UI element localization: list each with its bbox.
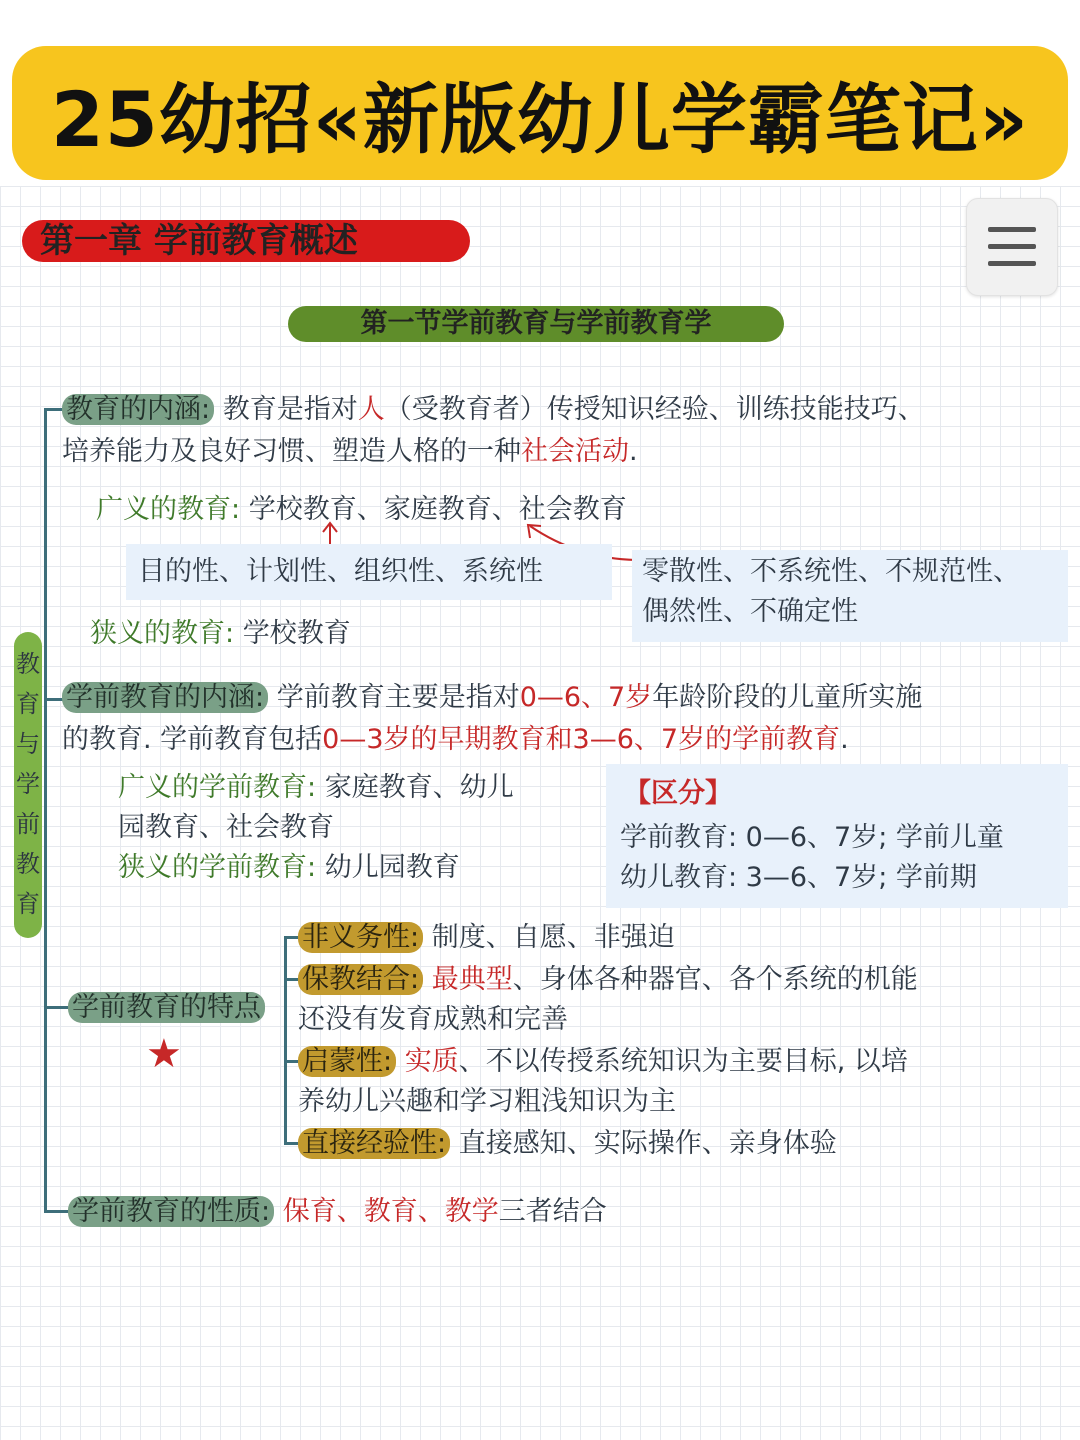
broad-preschool-line1 (118, 768, 514, 808)
preschool-meaning-line1 (62, 678, 922, 718)
feature-label: 非义务性: (298, 922, 423, 953)
menu-button[interactable] (966, 198, 1058, 296)
feature-item (298, 1042, 908, 1082)
title-banner (12, 46, 1068, 180)
preschool-meaning-label: 学前教育的内涵: (62, 682, 268, 713)
feature-item (298, 960, 918, 1000)
feature-highlight: 最典型 (431, 964, 513, 995)
text: 的教育. 学前教育包括 (62, 724, 323, 755)
text: . (840, 724, 849, 755)
broad-preschool-label: 广义的学前教育: (118, 772, 317, 803)
side-label-char: 教 (16, 650, 40, 678)
highlight-text: 0—3岁的早期教育和3—6、7岁的学前教育 (322, 724, 841, 755)
feature-text: 直接感知、实际操作、亲身体验 (458, 1128, 837, 1159)
narrow-preschool-value: 幼儿园教育 (324, 852, 460, 883)
feature-text: 、身体各种器官、各个系统的机能 (512, 964, 918, 995)
tree-trunk-line (44, 410, 47, 1212)
side-label-char: 育 (16, 890, 40, 918)
text: . (629, 436, 638, 467)
branch-line (284, 1060, 298, 1063)
education-meaning-line2 (62, 432, 638, 472)
broad-education-label: 广义的教育: (96, 494, 241, 525)
text: 学前教育主要是指对 (276, 682, 520, 713)
distinction-line1: 学前教育: 0—6、7岁; 学前儿童 (620, 822, 1004, 853)
side-label-char: 与 (16, 730, 40, 758)
broad-education-value: 学校教育、家庭教育、社会教育 (248, 494, 627, 525)
narrow-education-label: 狭义的教育: (90, 618, 235, 649)
highlight-text: 社会活动 (521, 436, 629, 467)
feature-label: 保教结合: (298, 964, 423, 995)
text: （受教育者）传授知识经验、训练技能技巧、 (384, 394, 925, 425)
narrow-education (90, 614, 351, 654)
nature-highlight: 保育、教育、教学 (282, 1196, 499, 1227)
text: 年龄阶段的儿童所实施 (652, 682, 923, 713)
features-label: 学前教育的特点 (68, 992, 265, 1023)
branch-line (284, 1142, 298, 1145)
feature-item-line2: 还没有发育成熟和完善 (298, 1004, 568, 1035)
side-label-char: 教 (16, 850, 40, 878)
feature-label: 直接经验性: (298, 1128, 450, 1159)
other-traits-line2: 偶然性、不确定性 (642, 596, 858, 627)
text: 教育是指对 (222, 394, 358, 425)
section-heading: 第一节学前教育与学前教育学 (288, 306, 784, 342)
other-traits-line1: 零散性、不系统性、不规范性、 (642, 556, 1020, 587)
education-meaning-line1 (62, 390, 925, 430)
branch-line (44, 1006, 68, 1009)
feature-item (298, 1124, 837, 1164)
feature-highlight: 实质 (404, 1046, 459, 1077)
side-label-char: 学 (16, 770, 40, 798)
feature-item-line2: 养幼儿兴趣和学习粗浅知识为主 (298, 1086, 676, 1117)
features-branch-line (284, 938, 287, 1144)
chapter-heading: 第一章 学前教育概述 (22, 220, 470, 262)
star-icon: ★ (146, 1031, 182, 1077)
narrow-education-value: 学校教育 (242, 618, 351, 649)
feature-text: 、不以传授系统知识为主要目标, 以培 (458, 1046, 908, 1077)
school-traits: 目的性、计划性、组织性、系统性 (138, 556, 543, 587)
page-title: 25幼招«新版幼儿学霸笔记» (51, 74, 1029, 164)
nature-label: 学前教育的性质: (68, 1196, 274, 1227)
highlight-text: 0—6、7岁 (519, 682, 653, 713)
broad-preschool-value: 家庭教育、幼儿 (324, 772, 514, 803)
branch-line (44, 408, 64, 411)
distinction-line2: 幼儿教育: 3—6、7岁; 学前期 (620, 862, 977, 893)
education-meaning-label: 教育的内涵: (62, 394, 214, 425)
feature-label: 启蒙性: (298, 1046, 396, 1077)
nature-text: 三者结合 (498, 1196, 607, 1227)
branch-line (284, 978, 298, 981)
broad-preschool-line2: 园教育、社会教育 (118, 812, 334, 843)
feature-item (298, 918, 675, 958)
side-label-char: 育 (16, 690, 40, 718)
narrow-preschool (118, 848, 460, 888)
nature-line (68, 1192, 607, 1232)
preschool-meaning-line2 (62, 720, 849, 760)
narrow-preschool-label: 狭义的学前教育: (118, 852, 317, 883)
text: 培养能力及良好习惯、塑造人格的一种 (62, 436, 521, 467)
features-heading (68, 988, 265, 1028)
distinction-header: 【区分】 (624, 778, 732, 809)
feature-text: 制度、自愿、非强迫 (431, 922, 675, 953)
branch-line (284, 936, 298, 939)
side-label-char: 前 (16, 810, 40, 838)
highlight-text: 人 (357, 394, 385, 425)
branch-line (44, 1210, 68, 1213)
branch-line (44, 698, 64, 701)
